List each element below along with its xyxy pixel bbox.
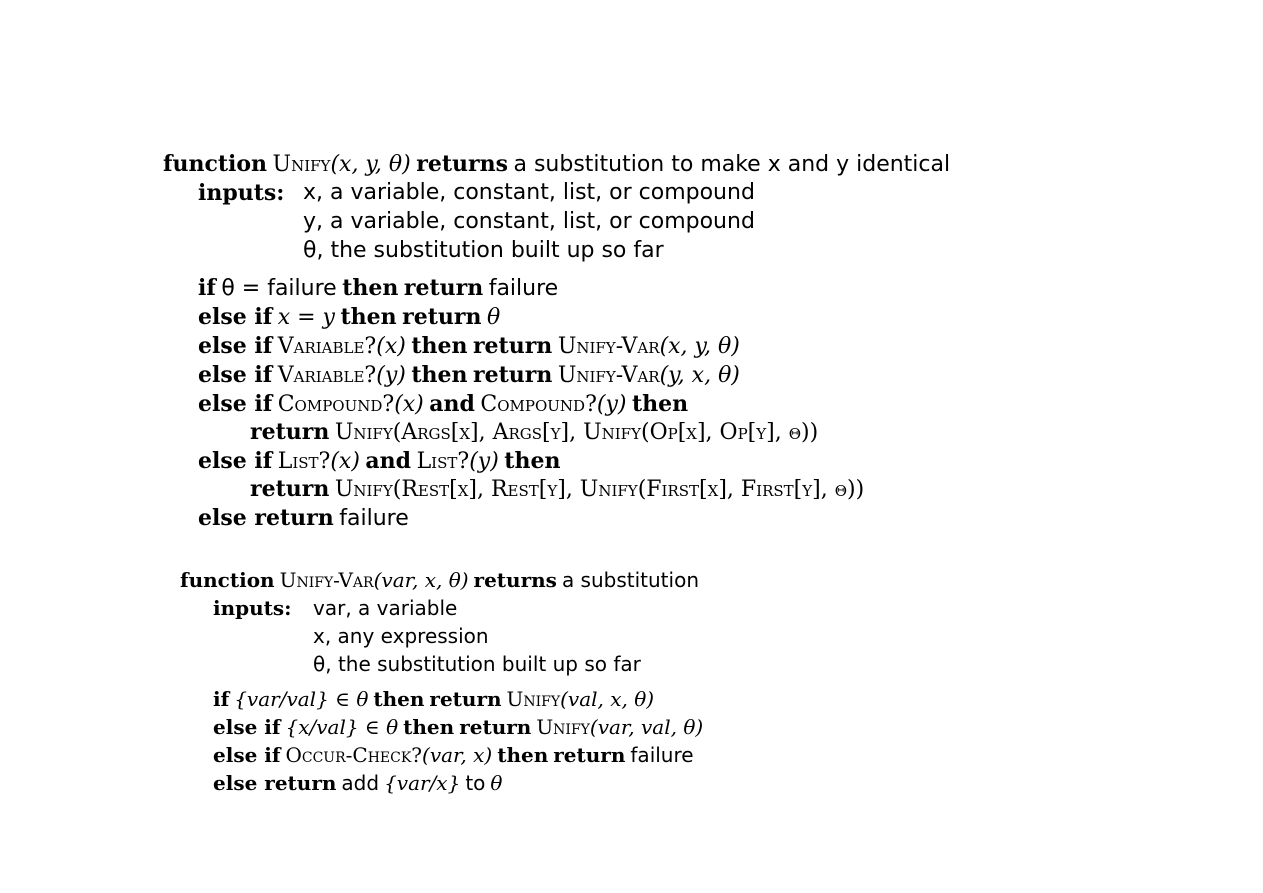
- unify-var-line-2: else if {x/val} ∈ θ then return Unify(var, val, θ): [213, 715, 704, 739]
- unify-var-returns-text: a substitution: [561, 568, 699, 592]
- unify-var-params: (var, x, θ): [373, 568, 469, 592]
- unify-inputs-line: inputs:: [198, 180, 285, 206]
- unify-params: (x, y, θ): [330, 152, 411, 177]
- unify-var-signature: function Unify-Var(var, x, θ) returns a substitution: [180, 568, 699, 592]
- unify-line-8: return Unify(Rest[x], Rest[y], Unify(First[x], First[y], θ)): [250, 476, 865, 502]
- unify-line-6: return Unify(Args[x], Args[y], Unify(Op[x], Op[y], θ)): [250, 419, 819, 445]
- unify-var-inputs-line: inputs:: [213, 596, 292, 620]
- unify-var-line-4: else return add {var/x} to θ: [213, 771, 503, 795]
- unify-line-1: if θ = failure then return failure: [198, 275, 559, 301]
- unify-input-x: x, a variable, constant, list, or compound: [303, 180, 755, 205]
- unify-line-7: else if List?(x) and List?(y) then: [198, 448, 561, 474]
- unify-var-input-x: x, any expression: [313, 624, 489, 648]
- unify-var-line-3: else if Occur-Check?(var, x) then return failure: [213, 743, 694, 767]
- unify-var-input-theta: θ, the substitution built up so far: [313, 652, 641, 676]
- unify-input-theta: θ, the substitution built up so far: [303, 238, 664, 263]
- unify-returns-text: a substitution to make x and y identical: [513, 152, 951, 177]
- unify-name: Unify: [272, 152, 331, 177]
- unify-line-3: else if Variable?(x) then return Unify-Var(x, y, θ): [198, 333, 740, 359]
- unify-line-2: else if x = y then return θ: [198, 304, 501, 330]
- unify-line-9: else return failure: [198, 505, 409, 531]
- unify-line-4: else if Variable?(y) then return Unify-Var(y, x, θ): [198, 362, 740, 388]
- unify-var-name: Unify-Var: [279, 568, 374, 592]
- unify-input-y: y, a variable, constant, list, or compound: [303, 209, 755, 234]
- unify-var-line-1: if {var/val} ∈ θ then return Unify(val, x, θ): [213, 687, 655, 711]
- unify-signature: function Unify(x, y, θ) returns a substitution to make x and y identical: [163, 151, 951, 177]
- unify-line-5: else if Compound?(x) and Compound?(y) then: [198, 391, 689, 417]
- unify-var-input-var: var, a variable: [313, 596, 458, 620]
